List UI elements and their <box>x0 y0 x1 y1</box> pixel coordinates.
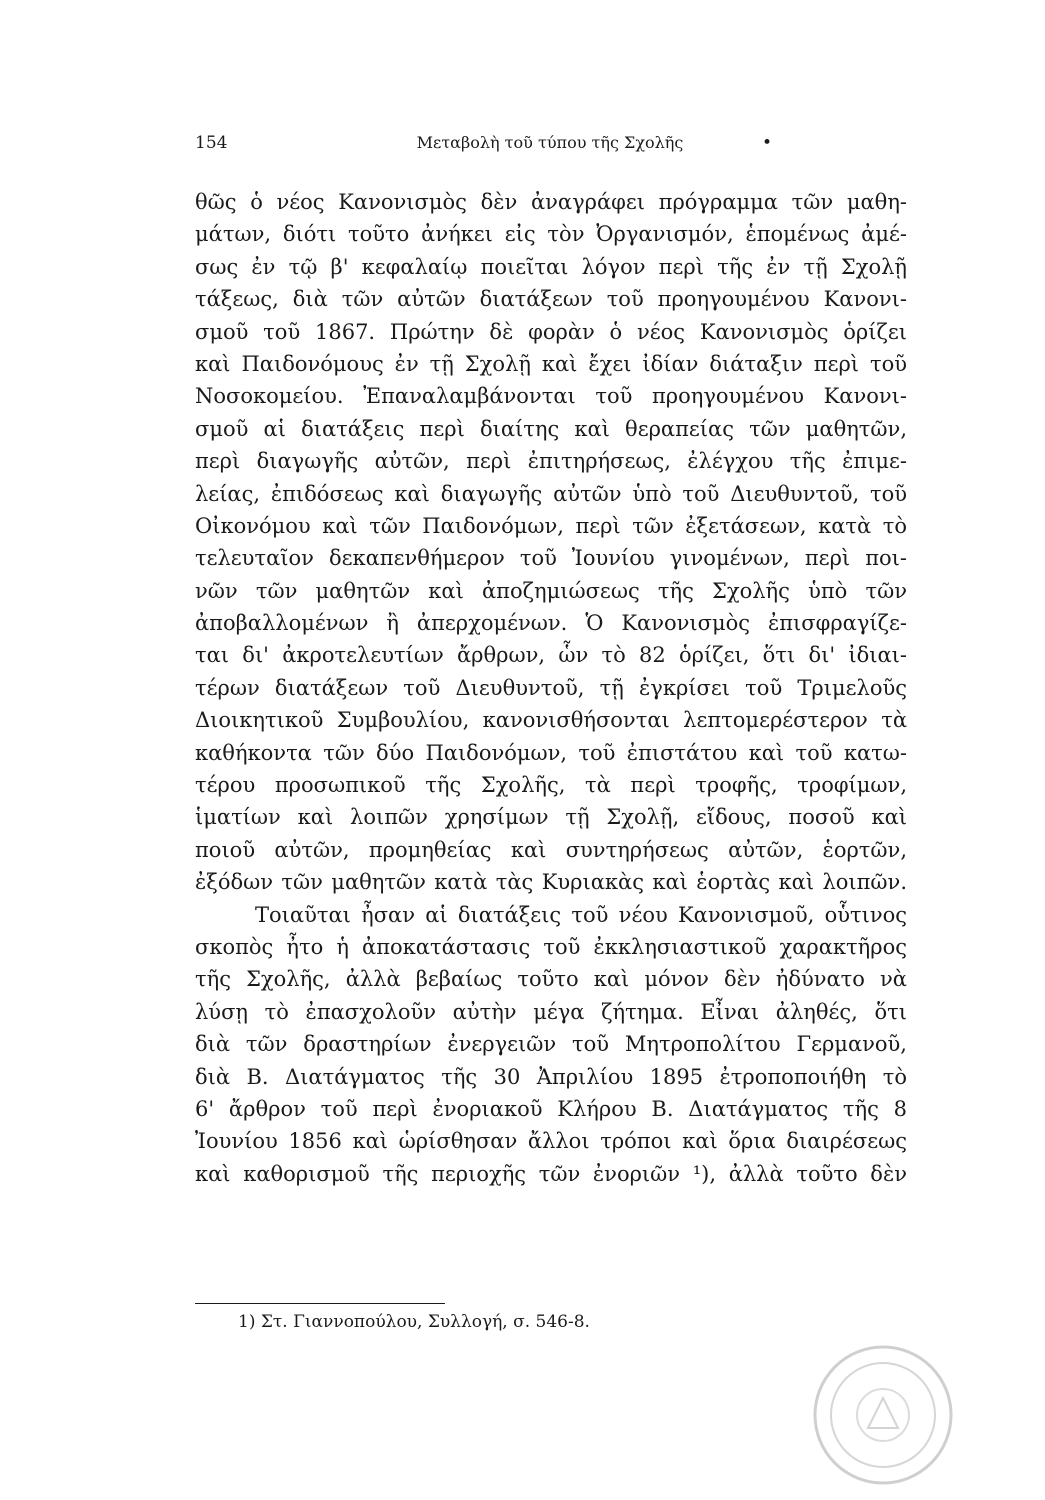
text-line: 6' ἄρθρον τοῦ περὶ ἐνοριακοῦ Κλήρου Β. Διατάγματος τῆς 8 <box>195 1096 907 1121</box>
footnote-divider <box>195 1303 445 1304</box>
text-line: ἀποβαλλομένων ἢ ἀπερχομένων. Ὁ Κανονισμὸς ἐπισφραγίζε- <box>195 611 907 636</box>
seal-outer-ring <box>815 1347 951 1483</box>
seal-inner-ring <box>831 1363 935 1467</box>
text-line: λύσῃ τὸ ἐπασχολοῦν αὐτὴν μέγα ζήτημα. Εἶναι ἀληθές, ὅτι <box>195 999 907 1024</box>
text-line: θῶς ὁ νέος Κανονισμὸς δὲν ἀναγράφει πρόγραμμα τῶν μαθη- <box>195 190 907 214</box>
text-line: καθήκοντα τῶν δύο Παιδονόμων, τοῦ ἐπιστάτου καὶ τοῦ κατω- <box>195 740 907 765</box>
text-line: ποιοῦ αὐτῶν, προμηθείας καὶ συντηρήσεως αὐτῶν, ἑορτῶν, <box>195 837 907 862</box>
text-line: Διοικητικοῦ Συμβουλίου, κανονισθήσονται λεπτομερέστερον τὰ <box>195 708 907 733</box>
text-line: σως ἐν τῷ β' κεφαλαίῳ ποιεῖται λόγον περὶ τῆς ἐν τῇ Σχολῇ <box>195 254 907 279</box>
text-line: σμοῦ τοῦ 1867. Πρώτην δὲ φορὰν ὁ νέος Κανονισμὸς ὁρίζει <box>195 319 907 344</box>
text-line: ται δι' ἀκροτελευτίων ἄρθρων, ὧν τὸ 82 ὁρίζει, ὅτι δι' ἰδιαι- <box>195 643 907 668</box>
seal-emblem <box>868 1398 898 1428</box>
text-line: διὰ τῶν δραστηρίων ἐνεργειῶν τοῦ Μητροπολίτου Γερμανοῦ, <box>195 1032 907 1057</box>
page-number: 154 <box>195 133 228 153</box>
running-title: Μεταβολὴ τοῦ τύπου τῆς Σχολῆς <box>416 133 684 152</box>
text-line: τέρων διατάξεων τοῦ Διευθυντοῦ, τῇ ἐγκρίσει τοῦ Τριμελοῦς <box>195 675 907 700</box>
text-line: Τοιαῦται ἦσαν αἱ διατάξεις τοῦ νέου Κανονισμοῦ, οὗτινος <box>255 902 907 927</box>
text-line: Ἰουνίου 1856 καὶ ὡρίσθησαν ἄλλοι τρόποι καὶ ὅρια διαιρέσεως <box>195 1129 907 1154</box>
text-line: διὰ Β. Διατάγματος τῆς 30 Ἀπριλίου 1895 ἐτροποποιήθη τὸ <box>195 1064 907 1089</box>
text-line: ἐξόδων τῶν μαθητῶν κατὰ τὰς Κυριακὰς καὶ ἑορτὰς καὶ λοιπῶν. <box>195 870 907 895</box>
text-line: Νοσοκομείου. Ἐπαναλαμβάνονται τοῦ προηγουμένου Κανονι- <box>195 384 907 409</box>
text-line: τάξεως, διὰ τῶν αὐτῶν διατάξεων τοῦ προηγουμένου Κανονι- <box>195 287 907 312</box>
text-line: τέρου προσωπικοῦ τῆς Σχολῆς, τὰ περὶ τροφῆς, τροφίμων, <box>195 773 907 798</box>
text-line: τελευταῖον δεκαπενθήμερον τοῦ Ἰουνίου γινομένων, περὶ ποι- <box>195 546 907 571</box>
text-line: καὶ Παιδονόμους ἐν τῇ Σχολῇ καὶ ἔχει ἰδίαν διάταξιν περὶ τοῦ <box>195 351 907 376</box>
text-line: νῶν τῶν μαθητῶν καὶ ἀποζημιώσεως τῆς Σχολῆς ὑπὸ τῶν <box>195 578 907 603</box>
text-line: μάτων, διότι τοῦτο ἀνήκει εἰς τὸν Ὀργανισμόν, ἑπομένως ἀμέ- <box>195 222 907 247</box>
header-mark: • <box>762 133 773 153</box>
text-line: καὶ καθορισμοῦ τῆς περιοχῆς τῶν ἐνοριῶν ¹), ἀλλὰ τοῦτο δὲν <box>195 1161 907 1186</box>
page-header <box>195 133 905 163</box>
text-line: περὶ διαγωγῆς αὐτῶν, περὶ ἐπιτηρήσεως, ἐλέγχου τῆς ἐπιμε- <box>195 449 907 474</box>
library-seal-icon <box>808 1340 958 1490</box>
text-line: Οἰκονόμου καὶ τῶν Παιδονόμων, περὶ τῶν ἐξετάσεων, κατὰ τὸ <box>195 513 907 538</box>
footnote: 1) Στ. Γιαννοπούλου, Συλλογή, σ. 546-8. <box>238 1312 590 1332</box>
text-line: σμοῦ αἱ διατάξεις περὶ διαίτης καὶ θεραπείας τῶν μαθητῶν, <box>195 416 907 441</box>
text-line: ἱματίων καὶ λοιπῶν χρησίμων τῇ Σχολῇ, εἴδους, ποσοῦ καὶ <box>195 805 907 830</box>
text-line: λείας, ἐπιδόσεως καὶ διαγωγῆς αὐτῶν ὑπὸ τοῦ Διευθυντοῦ, τοῦ <box>195 481 907 506</box>
text-line: τῆς Σχολῆς, ἀλλὰ βεβαίως τοῦτο καὶ μόνον δὲν ἠδύνατο νὰ <box>195 967 907 992</box>
text-line: σκοπὸς ἦτο ἡ ἀποκατάστασις τοῦ ἐκκλησιαστικοῦ χαρακτῆρος <box>195 934 907 959</box>
body-text <box>195 186 907 1190</box>
